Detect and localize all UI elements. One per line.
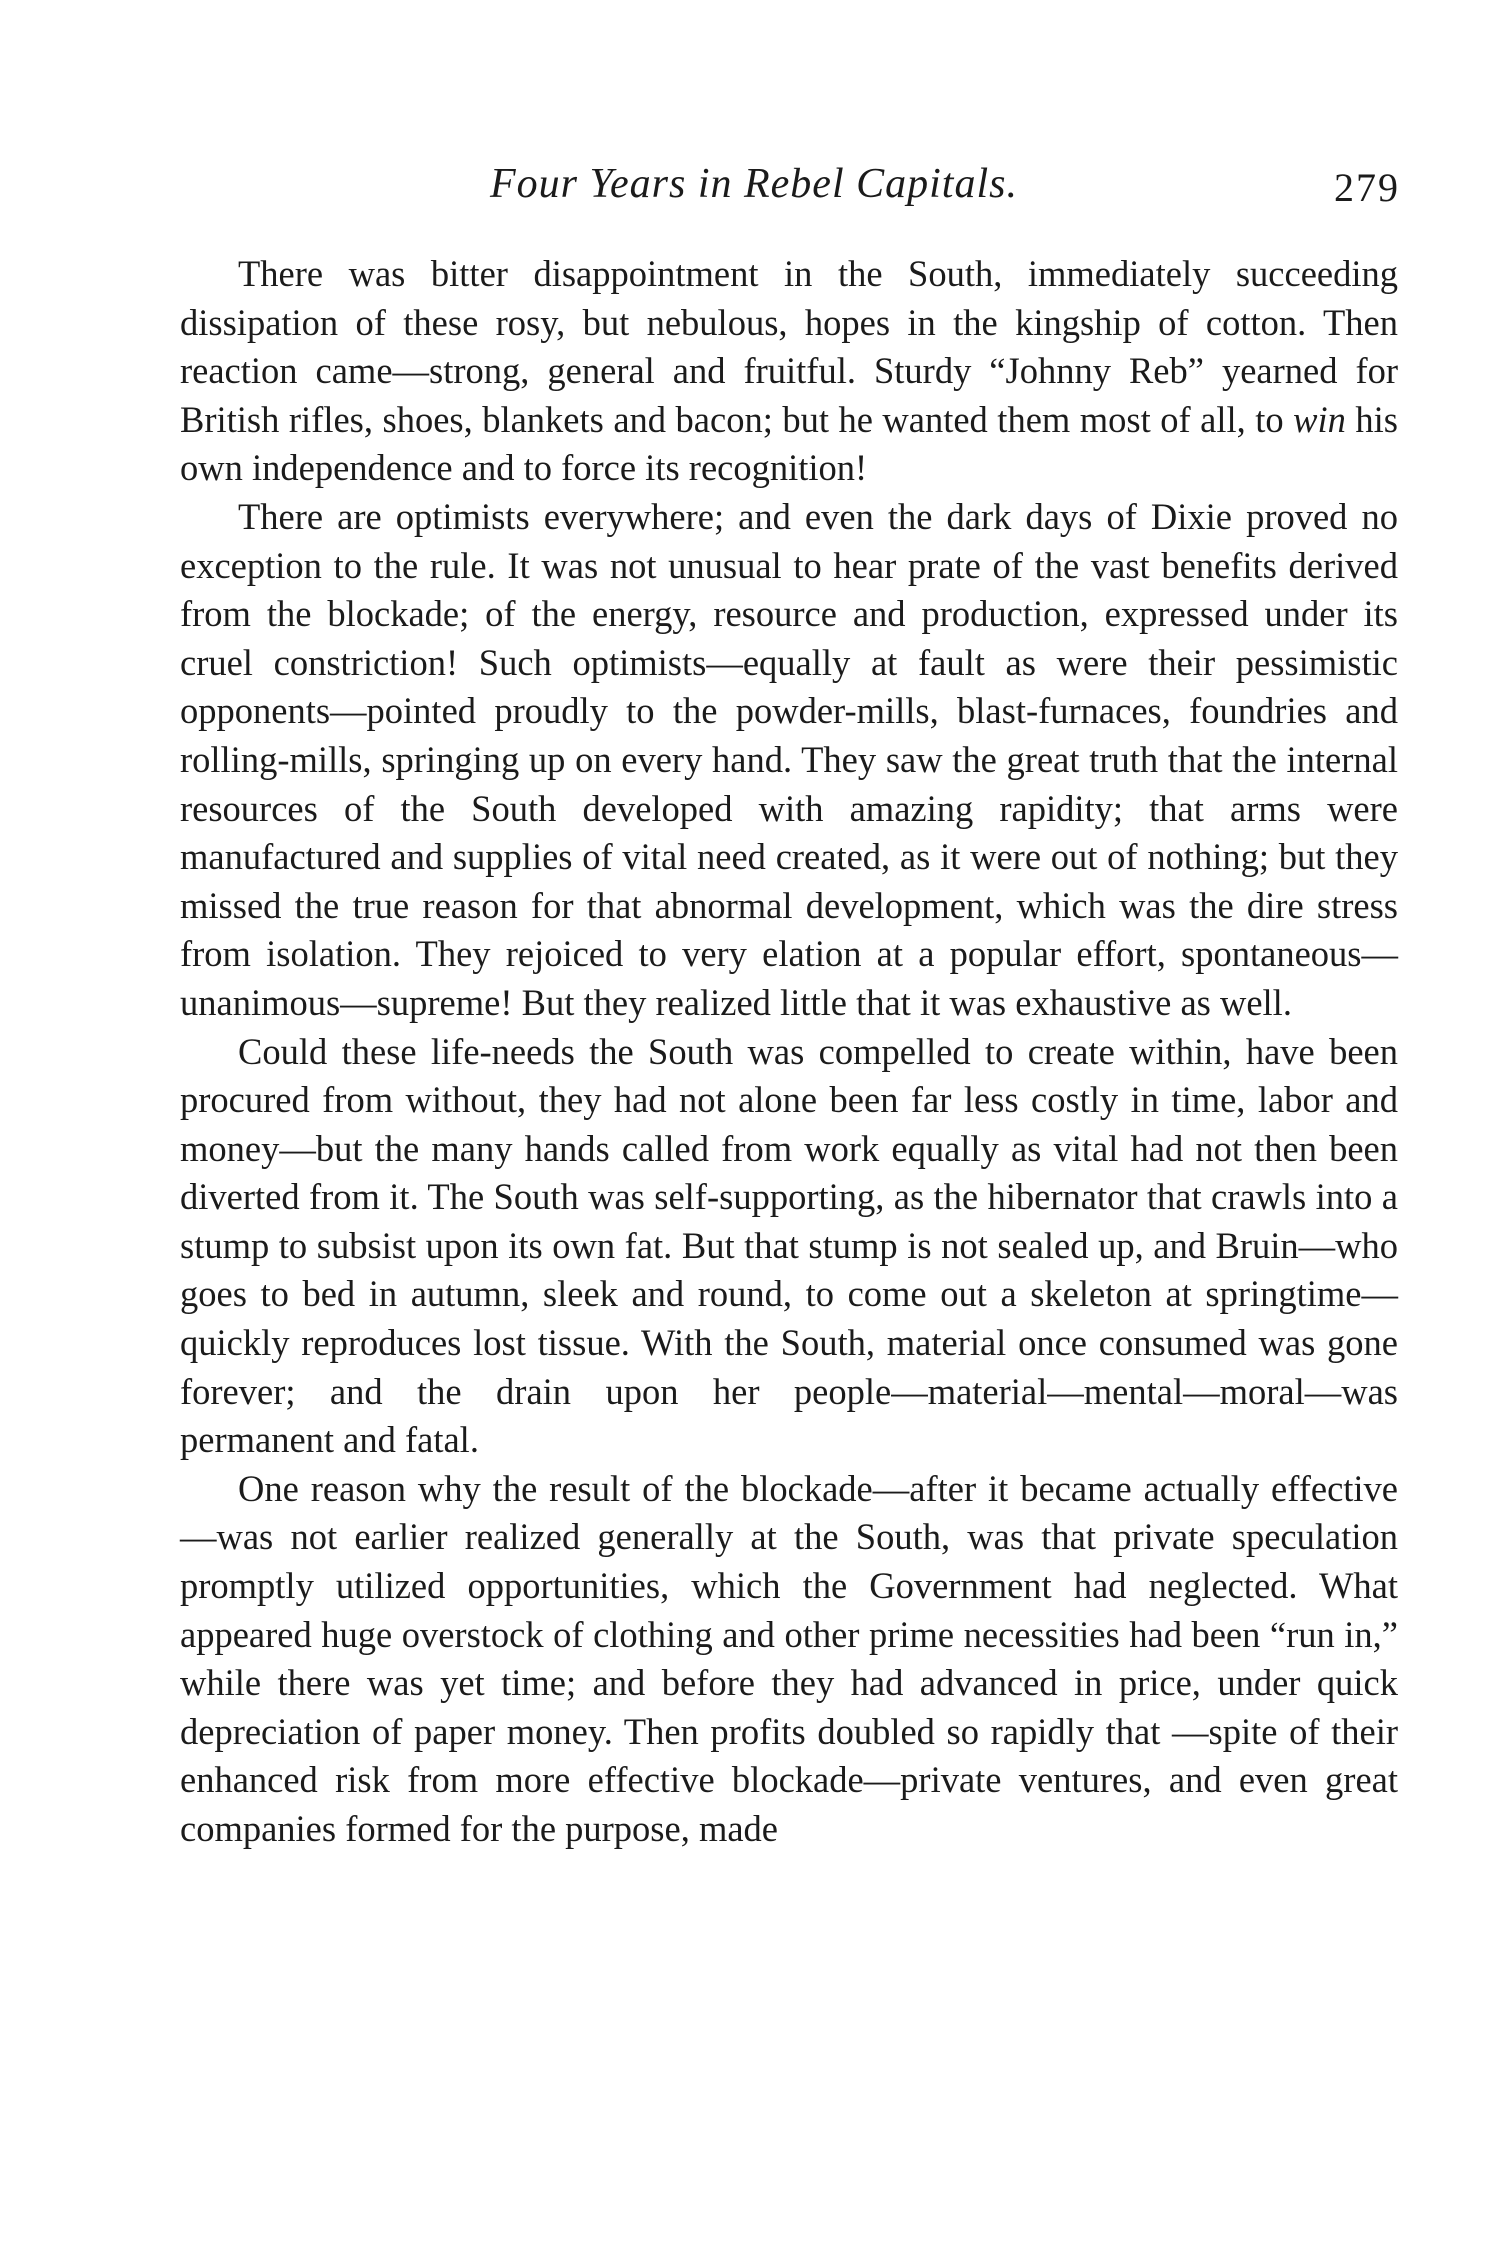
- paragraph-2: There are optimists everywhere; and even the dark days of Dixie proved no exception to the rule. It was not unusual to hear prate of the vast benefits derived from the blockade; of the energy, resource and production, expressed under its cruel constriction! Such optimists—equally at fault as were their pessimistic opponents—pointed proudly to the powder-mills, blast-furnaces, foundries and rolling-mills, springing up on every hand. They saw the great truth that the internal resources of the South developed with amazing rapidity; that arms were manufactured and supplies of vital need created, as it were out of nothing; but they missed the true reason for that abnormal development, which was the dire stress from isolation. They rejoiced to very elation at a popular effort, spontaneous—unanimous—supreme! But they realized little that it was exhaustive as well.: [180, 495, 1398, 1023]
- paragraph-1: [180, 250, 1398, 493]
- page-number: 279: [1334, 165, 1400, 210]
- paragraph-3: Could these life-needs the South was compelled to create within, have been procured from without, they had not alone been far less costly in time, labor and money—but the many hands called from work equally as vital had not then been diverted from it. The South was self-supporting, as the hibernator that crawls into a stump to subsist upon its own fat. But that stump is not sealed up, and Bruin—who goes to bed in autumn, sleek and round, to come out a skeleton at springtime—quickly reproduces lost tissue. With the South, material once consumed was gone forever; and the drain upon her people—material—mental—moral—was permanent and fatal.: [180, 1030, 1398, 1461]
- paragraph-1-text-end: his own independence and to force its recognition!: [180, 398, 1398, 489]
- page-header: [180, 160, 1400, 220]
- emphasized-word: win: [1293, 398, 1346, 440]
- paragraph-4: One reason why the result of the blockade—after it became actually effective—was not earlier realized generally at the South, was that private speculation promptly utilized opportunities, which the Government had neglected. What appeared huge overstock of clothing and other prime necessities had been “run in,” while there was yet time; and before they had advanced in price, under quick depreciation of paper money. Then profits doubled so rapidly that —spite of their enhanced risk from more effective blockade—private ventures, and even great companies formed for the purpose, made: [180, 1467, 1398, 1849]
- running-title: Four Years in Rebel Capitals.: [490, 161, 1018, 207]
- body-text: [180, 250, 1398, 1854]
- paragraph-1-text-start: There was bitter disappointment in the South, immediately succeeding dissipation of these rosy, but nebulous, hopes in the kingship of cotton. Then reaction came—strong, general and fruitful. Sturdy “Johnny Reb” yearned for British rifles, shoes, blankets and bacon; but he wanted them most of all, to: [180, 253, 1398, 440]
